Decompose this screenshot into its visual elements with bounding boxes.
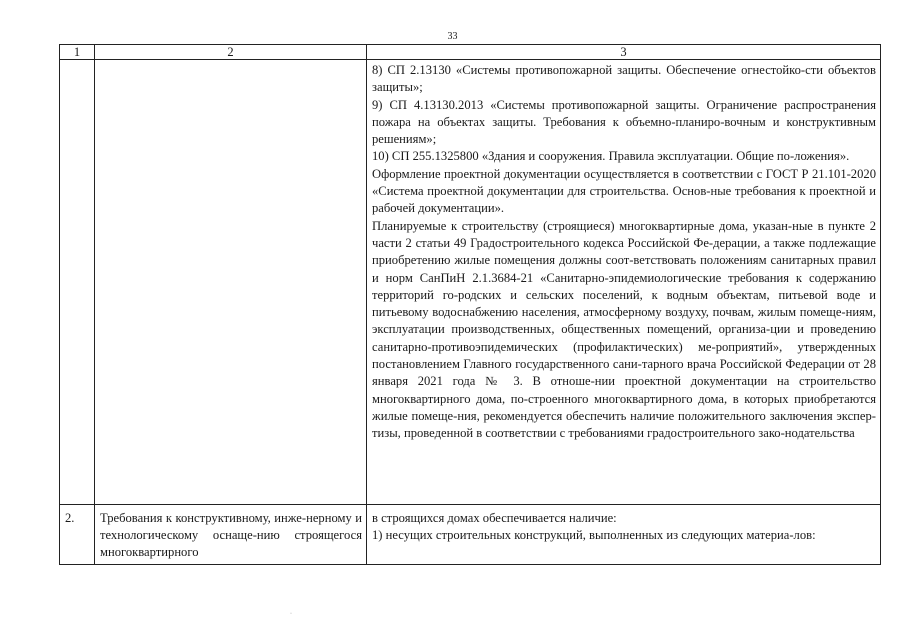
scan-speck: · [290, 611, 292, 617]
row2-requirement: Требования к конструктивному, инже-нерному и технологическому оснаще-нию строящегося многоквартирного [95, 505, 367, 565]
table-row-continued [60, 60, 881, 505]
row1-col1 [60, 60, 95, 505]
row2-number: 2. [60, 505, 95, 565]
requirements-table [59, 44, 881, 565]
row1-col2 [95, 60, 367, 505]
row1-col3 [367, 60, 881, 505]
row2-col3 [367, 505, 881, 565]
page-number: 33 [447, 31, 458, 42]
header-col-3: 3 [367, 45, 881, 60]
header-col-2: 2 [95, 45, 367, 60]
paragraph-sp-4-13130: 9) СП 4.13130.2013 «Системы противопожарной защиты. Ограничение распространения пожара на объектах защиты. Требования к объемно-планиро-вочным и конструктивным решениям»; [372, 97, 876, 147]
paragraph-gost: Оформление проектной документации осуществляется в соответствии с ГОСТ Р 21.101-2020 «Система проектной документации для строительства. Основ-ные требования к проектной и рабочей документации». [372, 166, 876, 216]
paragraph-sp-2-13130: 8) СП 2.13130 «Системы противопожарной защиты. Обеспечение огнестойко-сти объектов защиты»; [372, 63, 876, 95]
row2-paragraph-2: 1) несущих строительных конструкций, выполненных из следующих материа-лов: [372, 528, 816, 542]
paragraph-sanpin: Планируемые к строительству (строящиеся) многоквартирные дома, указан-ные в пункте 2 части 2 статьи 49 Градостроительного кодекса Российской Фе-дерации, а также подлежащие приобретению жилые помещения должны соот-ветствовать положениям санитарных правил и норм СанПиН 2.1.3684-21 «Санитарно-эпидемиологические требования к содержанию территорий го-родских и сельских поселений, к водным объектам, питьевой воде и питьевому водоснабжению населения, атмосферному воздуху, почвам, жилым помеще-ниям, эксплуатации производственных, общественных помещений, организа-ции и проведению санитарно-противоэпидемических (профилактических) ме-роприятий», утвержденных постановлением Главного государственного сани-тарного врача Российской Федерации от 28 января 2021 года № 3. В отноше-нии проектной документации на строительство многоквартирного дома, по-строенного многоквартирного дома, в которых приобретаются жилые помеще-ния, рекомендуется обеспечить наличие положительного заключения экспер-тизы, проведенной в соответствии с требованиями градостроительного зако-нодательства [372, 218, 876, 441]
table-row-2 [60, 505, 881, 565]
paragraph-sp-255: 10) СП 255.1325800 «Здания и сооружения. Правила эксплуатации. Общие по-ложения». [372, 149, 850, 164]
row2-paragraph-1: в строящихся домах обеспечивается наличие: [372, 511, 617, 525]
table-header-row [60, 45, 881, 60]
header-col-1: 1 [60, 45, 95, 60]
